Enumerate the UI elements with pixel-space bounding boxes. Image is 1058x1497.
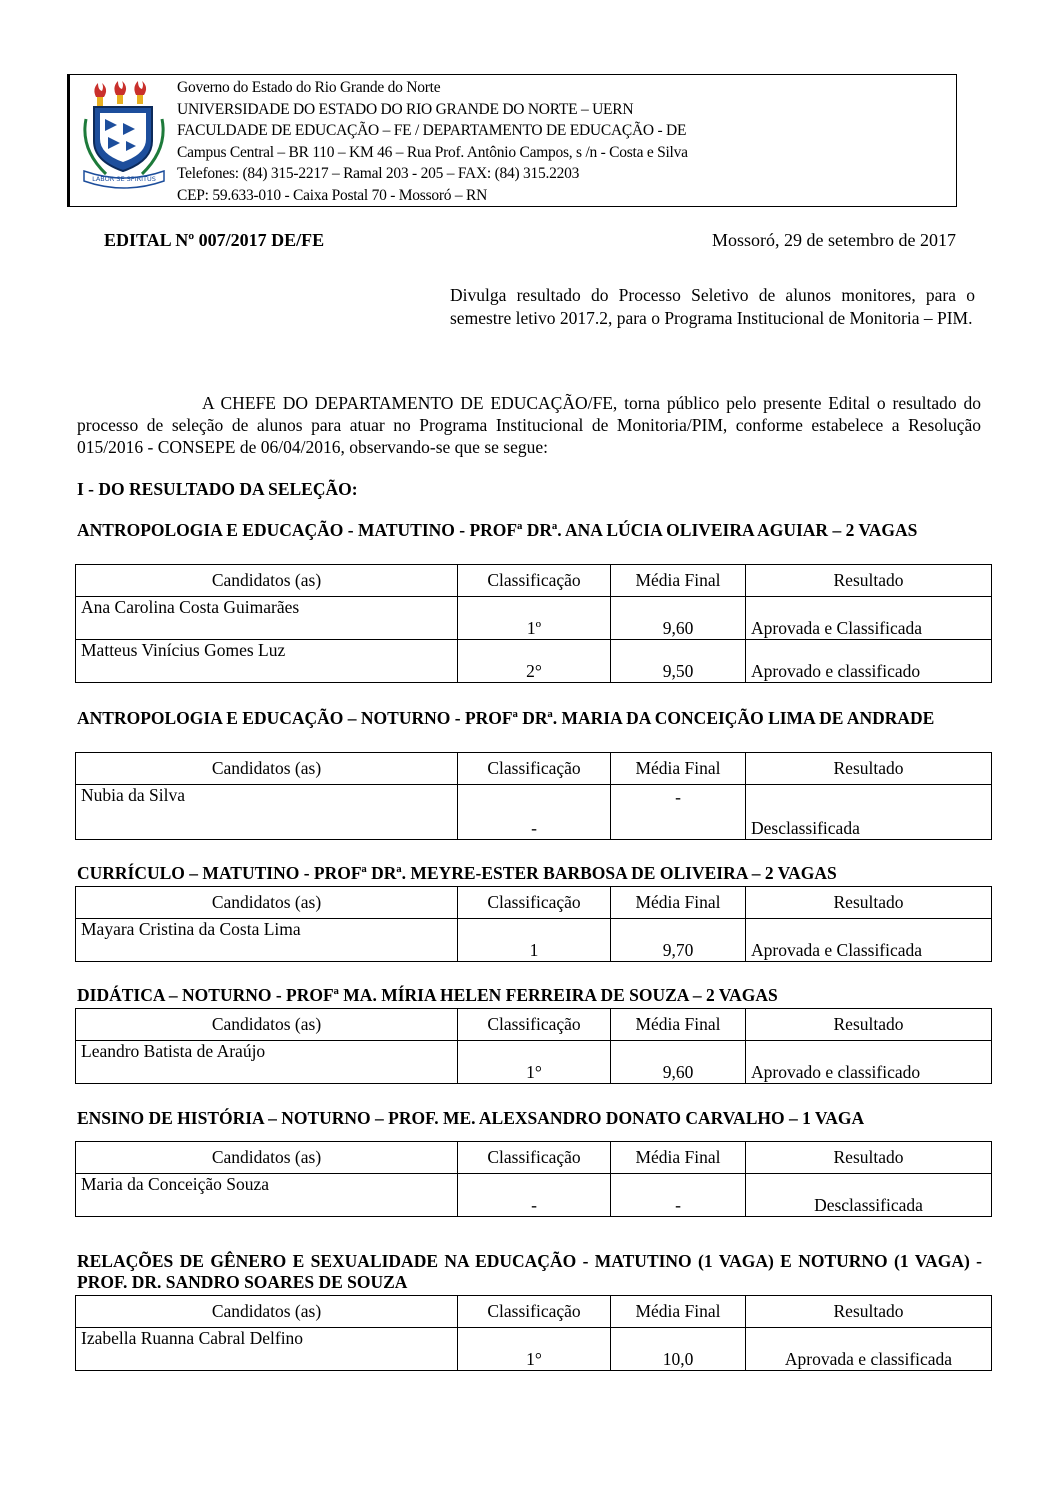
header-result: Resultado [746,753,992,785]
result-value: Desclassificada [746,1174,992,1217]
result-value: Aprovada e Classificada [746,919,992,962]
average-value: 10,0 [611,1328,746,1371]
candidate-name: Maria da Conceição Souza [76,1174,458,1217]
results-table [75,564,992,683]
classification-value: 1° [458,1328,611,1371]
table-row [76,640,992,683]
average-value: 9,50 [611,640,746,683]
header-line: Campus Central – BR 110 – KM 46 – Rua Prof. Antônio Campos, s /n - Costa e Silva [177,143,688,161]
group-title: ENSINO DE HISTÓRIA – NOTURNO – PROF. ME. ALEXSANDRO DONATO CARVALHO – 1 VAGA [77,1108,865,1128]
table-row [76,1041,992,1084]
edital-date: Mossoró, 29 de setembro de 2017 [712,230,956,250]
edital-number: EDITAL Nº 007/2017 DE/FE [104,230,325,250]
intro-text: A CHEFE DO DEPARTAMENTO DE EDUCAÇÃO/FE, torna público pelo presente Edital o resultado do processo de seleção de alunos para atuar no Programa Institucional de Monitoria/PIM, conforme estabelece a Resolução 015/2016 - CONSEPE de 06/04/2016, observando-se que se segue: [77,393,981,457]
header-result: Resultado [746,887,992,919]
table-header-row [76,565,992,597]
header-classification: Classificação [458,887,611,919]
header-average: Média Final [611,1009,746,1041]
university-crest-logo [78,79,170,189]
header-classification: Classificação [458,1009,611,1041]
results-table [75,886,992,962]
header-candidate: Candidatos (as) [76,1142,458,1174]
header-line: FACULDADE DE EDUCAÇÃO – FE / DEPARTAMENTO DE EDUCAÇÃO - DE [177,122,687,139]
header-average: Média Final [611,1142,746,1174]
edital-intro [77,392,981,458]
header-result: Resultado [746,1142,992,1174]
header-line: CEP: 59.633-010 - Caixa Postal 70 - Mossoró – RN [177,186,488,204]
header-candidate: Candidatos (as) [76,753,458,785]
table-row [76,785,992,840]
average-value: 9,60 [611,597,746,640]
results-table [75,1295,992,1371]
header-average: Média Final [611,1296,746,1328]
header-classification: Classificação [458,1142,611,1174]
candidate-name: Leandro Batista de Araújo [76,1041,458,1084]
header-line: Telefones: (84) 315-2217 – Ramal 203 - 205 – FAX: (84) 315.2203 [177,165,580,182]
table-row [76,919,992,962]
results-table [75,1008,992,1084]
result-value: Aprovado e classificado [746,1041,992,1084]
result-value: Aprovado e classificado [746,640,992,683]
candidate-name: Izabella Ruanna Cabral Delfino [76,1328,458,1371]
header-line: Governo do Estado do Rio Grande do Norte [177,79,441,96]
average-value: 9,70 [611,919,746,962]
institution-info [177,77,688,206]
average-value: - [611,1174,746,1217]
average-value: - [611,785,746,840]
table-row [76,1174,992,1217]
classification-value: - [458,785,611,840]
candidate-name: Mayara Cristina da Costa Lima [76,919,458,962]
header-result: Resultado [746,565,992,597]
header-candidate: Candidatos (as) [76,1009,458,1041]
table-row [76,597,992,640]
result-value: Aprovada e classificada [746,1328,992,1371]
section-title: I - DO RESULTADO DA SELEÇÃO: [77,479,358,499]
table-row [76,1328,992,1371]
table-header-row [76,753,992,785]
letterhead [67,74,957,207]
group-title: DIDÁTICA – NOTURNO - PROFª MA. MÍRIA HELEN FERREIRA DE SOUZA – 2 VAGAS [77,985,778,1005]
group-title: RELAÇÕES DE GÊNERO E SEXUALIDADE NA EDUCAÇÃO - MATUTINO (1 VAGA) E NOTURNO (1 VAGA) - PROF. DR. SANDRO SOARES DE SOUZA [77,1251,982,1292]
group-title: ANTROPOLOGIA E EDUCAÇÃO - MATUTINO - PROFª DRª. ANA LÚCIA OLIVEIRA AGUIAR – 2 VAGAS [77,520,918,540]
classification-value: 1 [458,919,611,962]
header-classification: Classificação [458,565,611,597]
header-result: Resultado [746,1296,992,1328]
header-result: Resultado [746,1009,992,1041]
group-title: ANTROPOLOGIA E EDUCAÇÃO – NOTURNO - PROFª DRª. MARIA DA CONCEIÇÃO LIMA DE ANDRADE [77,708,935,728]
results-table [75,1141,992,1217]
candidate-name: Matteus Vinícius Gomes Luz [76,640,458,683]
result-value: Aprovada e Classificada [746,597,992,640]
crest-motto: LABOR SE SPIRITUS [92,175,156,183]
header-average: Média Final [611,753,746,785]
header-line: UNIVERSIDADE DO ESTADO DO RIO GRANDE DO NORTE – UERN [177,100,634,118]
result-value: Desclassificada [746,785,992,840]
classification-value: 1º [458,597,611,640]
table-header-row [76,1009,992,1041]
results-table [75,752,992,840]
header-classification: Classificação [458,1296,611,1328]
header-candidate: Candidatos (as) [76,565,458,597]
candidate-name: Nubia da Silva [76,785,458,840]
header-average: Média Final [611,565,746,597]
classification-value: 2° [458,640,611,683]
header-classification: Classificação [458,753,611,785]
classification-value: - [458,1174,611,1217]
header-candidate: Candidatos (as) [76,1296,458,1328]
candidate-name: Ana Carolina Costa Guimarães [76,597,458,640]
header-average: Média Final [611,887,746,919]
table-header-row [76,887,992,919]
edital-summary: Divulga resultado do Processo Seletivo de alunos monitores, para o semestre letivo 2017.2, para o Programa Institucional de Monitoria – PIM. [450,285,975,328]
group-title: CURRÍCULO – MATUTINO - PROFª DRª. MEYRE-ESTER BARBOSA DE OLIVEIRA – 2 VAGAS [77,863,837,883]
average-value: 9,60 [611,1041,746,1084]
header-candidate: Candidatos (as) [76,887,458,919]
table-header-row [76,1142,992,1174]
table-header-row [76,1296,992,1328]
classification-value: 1° [458,1041,611,1084]
